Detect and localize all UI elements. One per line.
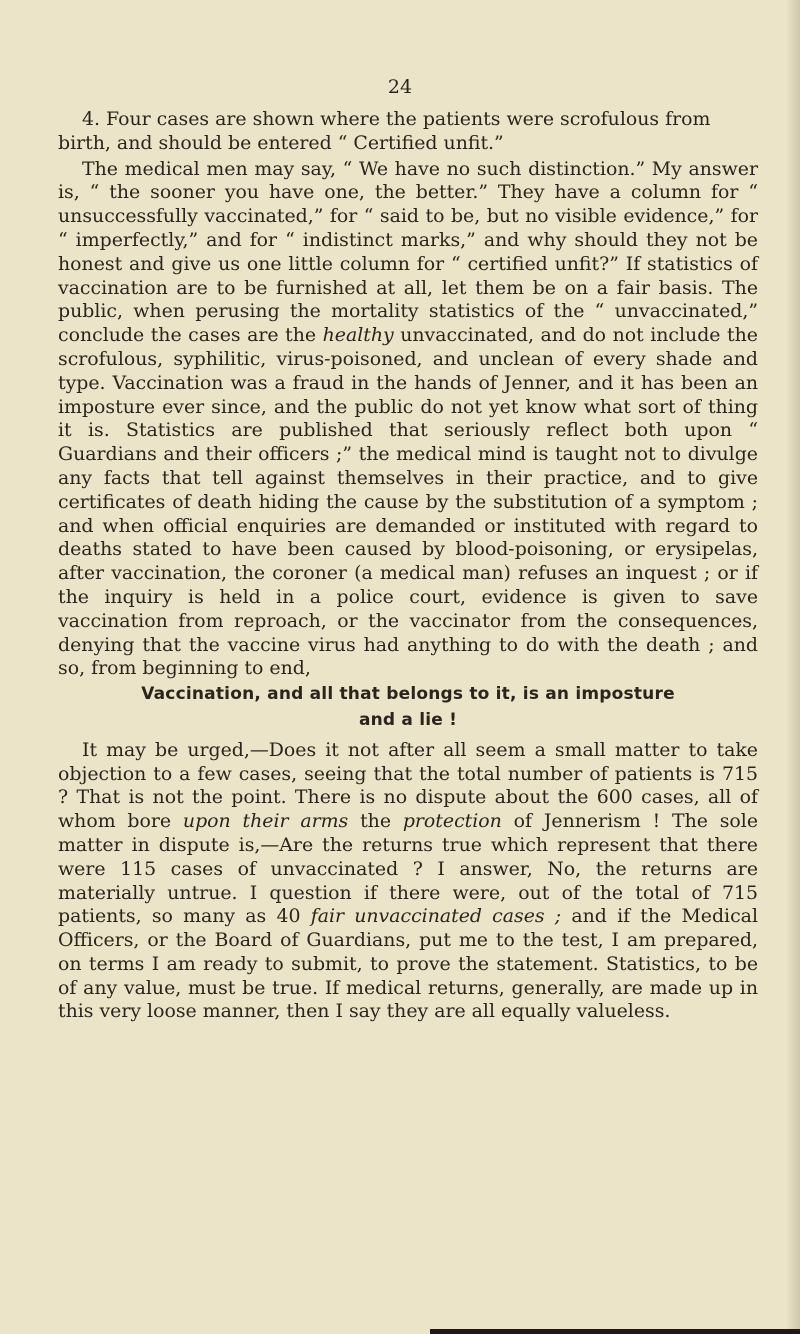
emphasis-line-2: and a lie ! [358,709,458,730]
italic-protection: protection [402,810,502,833]
text-run: unvaccinated, and do not include the scrofulous, syphilitic, virus-poisoned, and unclean of every shade and type. Vaccination was a fraud in the hands of Jenner, and it has been an imposture ever since, and the public do not yet know what sort of thing it is. Statistics are published that seriously reflect both upon “ Guardians and their officers ;” the medical mind is taught not to divulge any facts that tell against themselves in their practice, and to give certificates of death hiding the cause by the substitution of a symptom ; and when official enquiries are demanded or instituted with regard to deaths stated to have been caused by blood-poisoning, or erysipelas, after vaccination, the coroner (a medical man) refuses an inquest ; or if the inquiry is held in a police court, evidence is given to save vaccination from reproach, or the vaccinator from the consequences, denying that the vaccine virus had anything to do with the death ; and so, from beginning to end, [58,324,758,680]
page-number: 24 [387,76,413,98]
emphasis-line-1: Vaccination, and all that belongs to it, is an imposture [141,684,675,705]
paragraph-it-may-be-urged [58,739,758,1025]
page-body [58,108,758,1024]
page-edge-shadow [786,0,800,1334]
text-run: The medical men may say, “ We have no such distinction.” My answer is, “ the sooner you have one, the better.” They have a column for “ unsuccessfully vaccinated,” for “ said to be, but no visible evidence,” for “ imperfectly,” and for “ indistinct marks,” and why should they not be honest and give us one little column for “ certified unfit?” If statistics of vaccination are to be furnished at all, let them be on a fair basis. The public, when perusing the mortality statistics of the “ unvaccinated,” conclude the cases are the [58,157,758,347]
text-run: of Jennerism ! The sole matter in dispute is,—Are the returns true which represent that there were 115 cases of unvaccinated ? I answer, No, the returns are materially untrue. I question if there were, out of the total of 715 patients, so many as 40 [58,810,759,928]
paragraph-item-4: 4. Four cases are shown where the patients were scrofulous from birth, and should be entered “ Certified unfit.” [58,108,711,154]
bottom-rule [430,1329,800,1334]
text-run: It may be urged,—Does it not after all seem a small matter to take objection to a few cases, seeing that the total number of patients is 715 ? That is not the point. There is no dispute about the 600 cases, all of whom bore [58,738,758,833]
text-run: the [360,810,391,833]
italic-healthy: healthy [322,324,394,347]
paragraph-medical-men [58,158,758,682]
italic-fair-unvaccinated: fair unvaccinated cases ; [310,905,562,928]
text-run: and if the Medical Officers, or the Board of Guardians, put me to the test, I am prepared, on terms I am ready to submit, to prove the statement. Statistics, to be of any value, must be true. If medical returns, generally, are made up in this very loose manner, then I say they are all equally valueless. [58,905,758,1023]
italic-upon-their-arms: upon their arms [182,810,349,833]
